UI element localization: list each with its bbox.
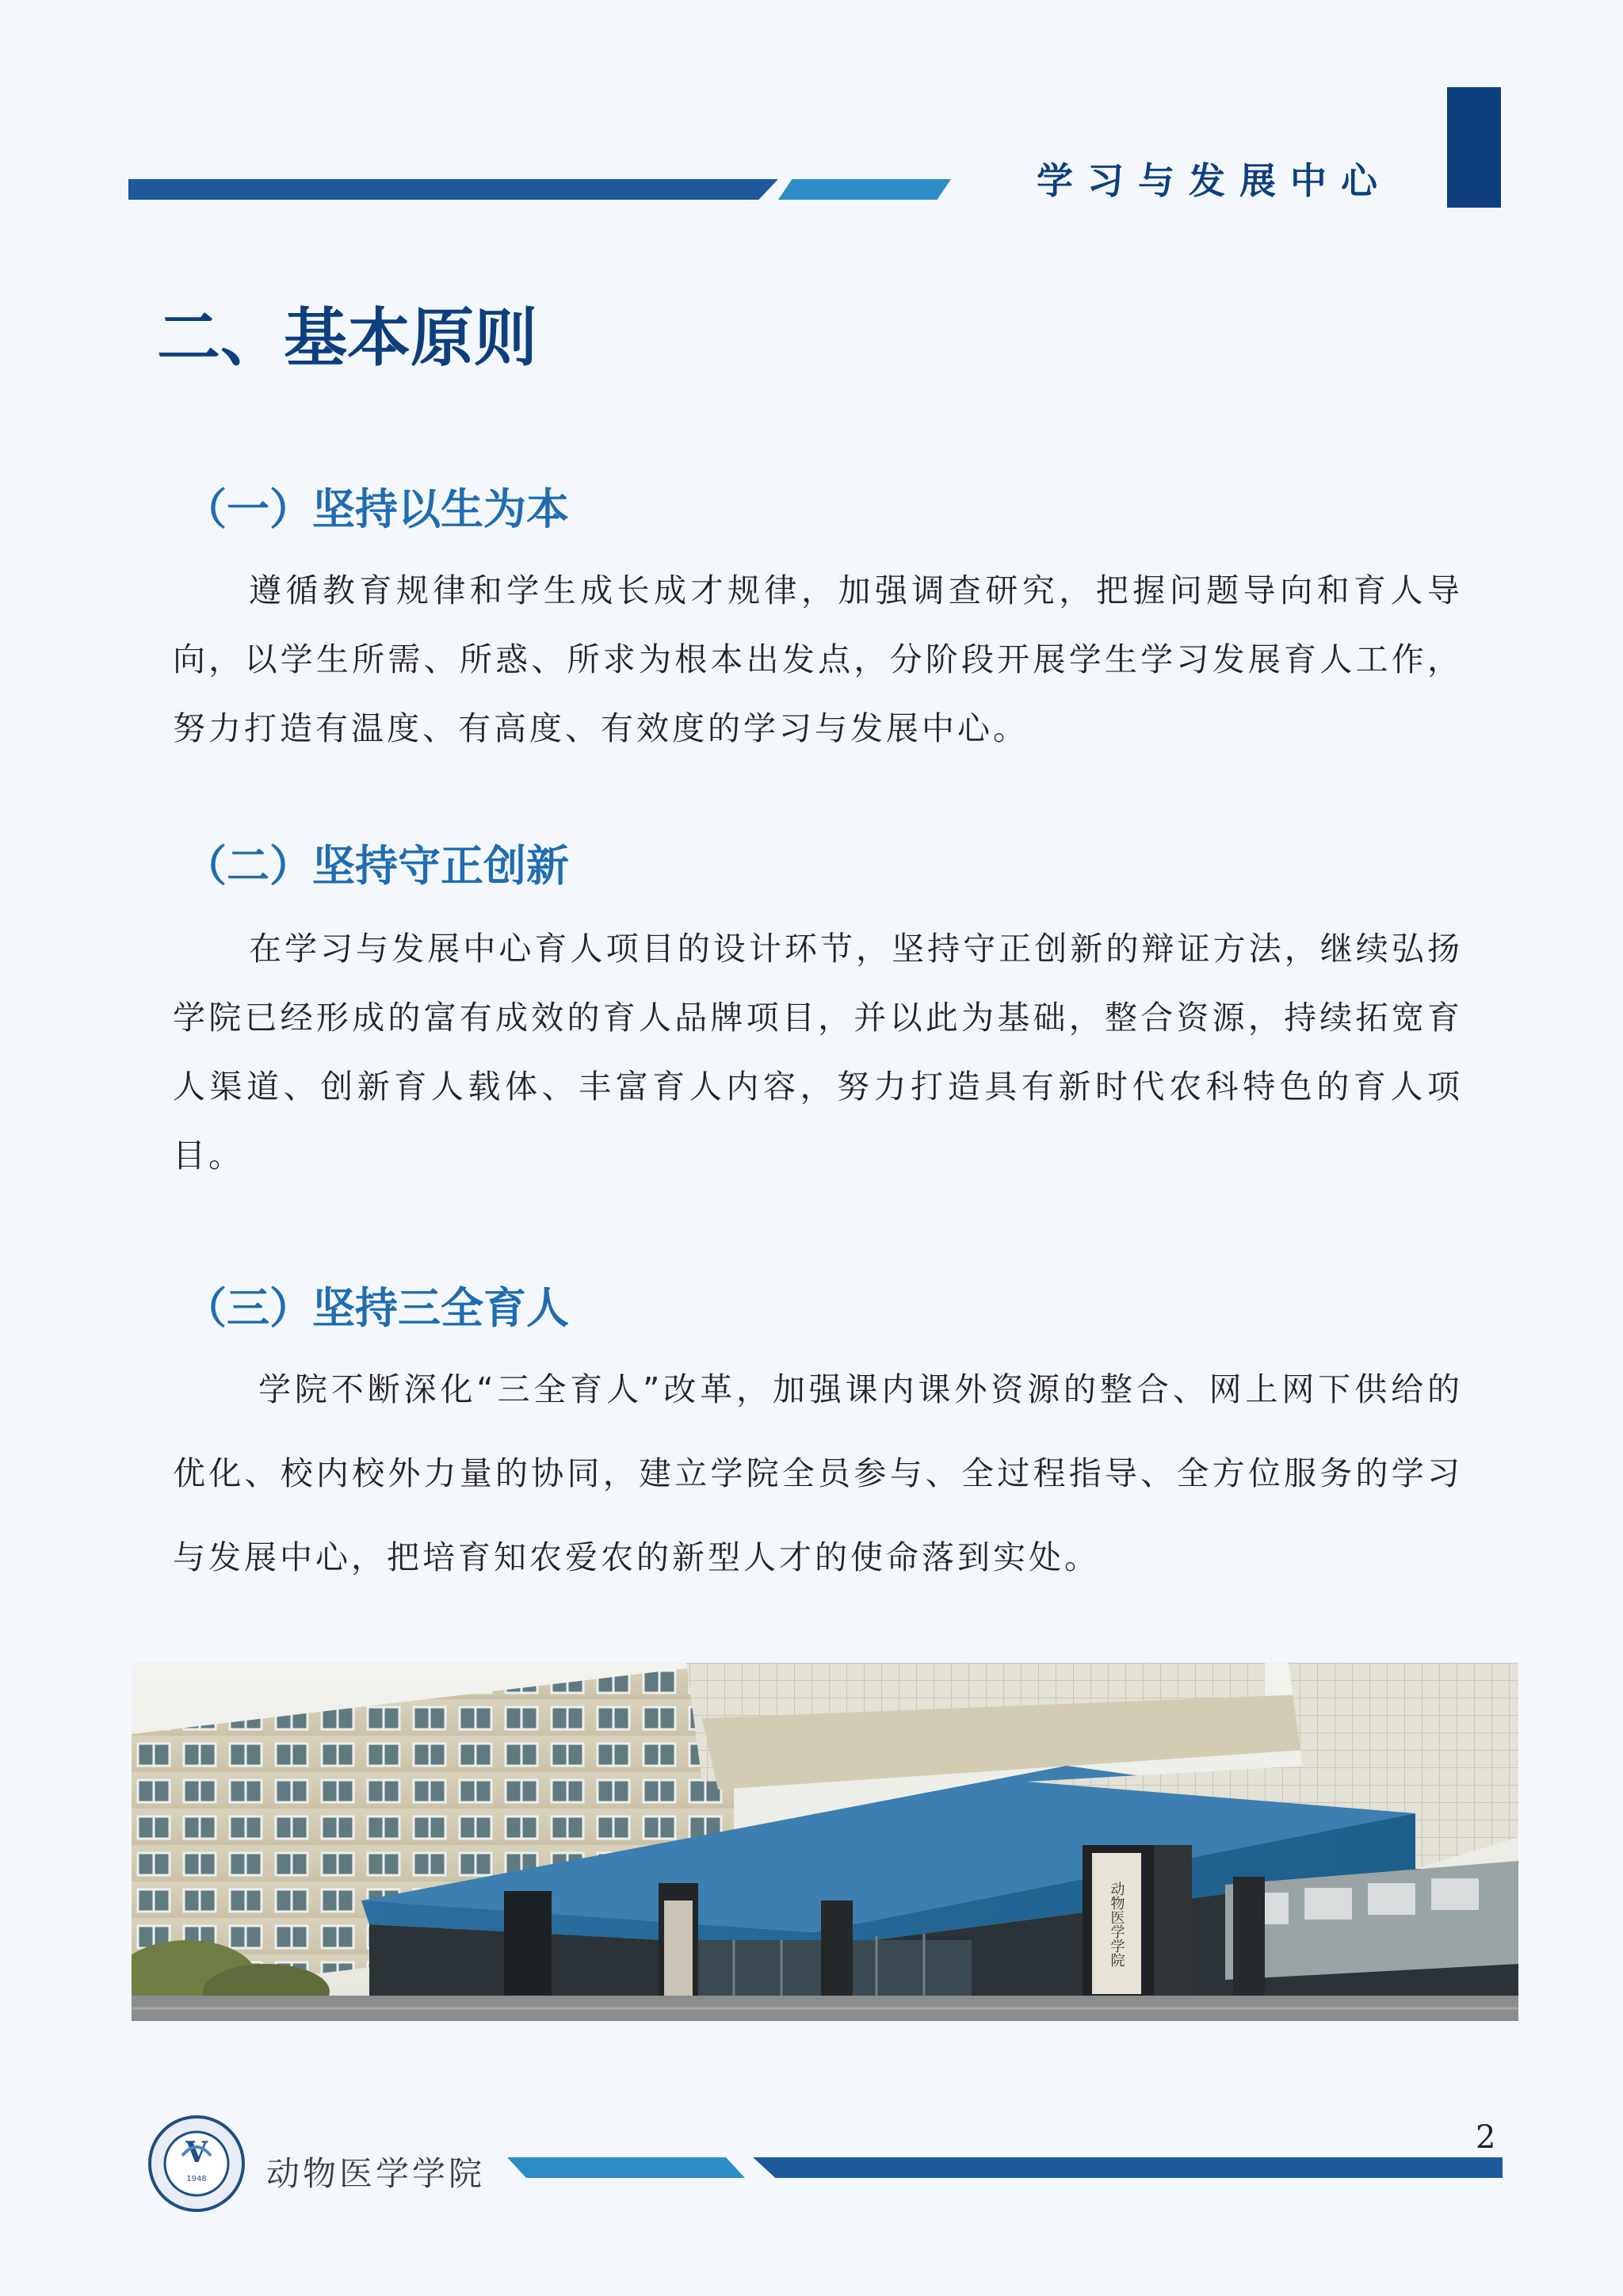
header-section-title: 学习与发展中心 [1037,159,1392,202]
section-3-body: 学院不断深化“三全育人”改革，加强课内课外资源的整合、网上网下供给的优化、校内校外力量的协同，建立学院全员参与、全过程指导、全方位服务的学习与发展中心，把培育知农爱农的新型人才的使命落到实处。 [173,1370,1463,1576]
section-2-body: 在学习与发展中心育人项目的设计环节，坚持守正创新的辩证方法，继续弘扬学院已经形成的富有成效的育人品牌项目，并以此为基础，整合资源，持续拓宽育人渠道、创新育人载体、丰富育人内容，努力打造具有新时代农科特色的育人项目。 [173,930,1463,1175]
footer-stripe-dark [753,2157,1503,2178]
header-corner-block [1447,87,1501,208]
building-sign: 动物医学学院 [1108,1881,1125,1967]
section-1-body: 遵循教育规律和学生成长成才规律，加强调查研究，把握问题导向和育人导向，以学生所需、所惑、所求为根本出发点，分阶段开展学生学习发展育人工作，努力打造有温度、有高度、有效度的学习与发展中心。 [173,571,1463,747]
header-stripe-dark [128,179,778,200]
building-photo [132,1663,1518,2021]
section-2-title: （二）坚持守正创新 [184,841,569,891]
page-number: 2 [1476,2119,1496,2156]
section-1-title: （一）坚持以生为本 [184,484,569,534]
section-3-title: （三）坚持三全育人 [184,1283,569,1333]
college-logo [147,2115,246,2213]
header-stripe-light [778,179,951,200]
svg-text:V: V [185,2136,208,2169]
footer-stripe-light [507,2157,745,2178]
footer-college-name: 动物医学学院 [266,2154,486,2193]
logo-year: 1948 [186,2175,207,2183]
page-title: 二、基本原则 [157,301,537,375]
